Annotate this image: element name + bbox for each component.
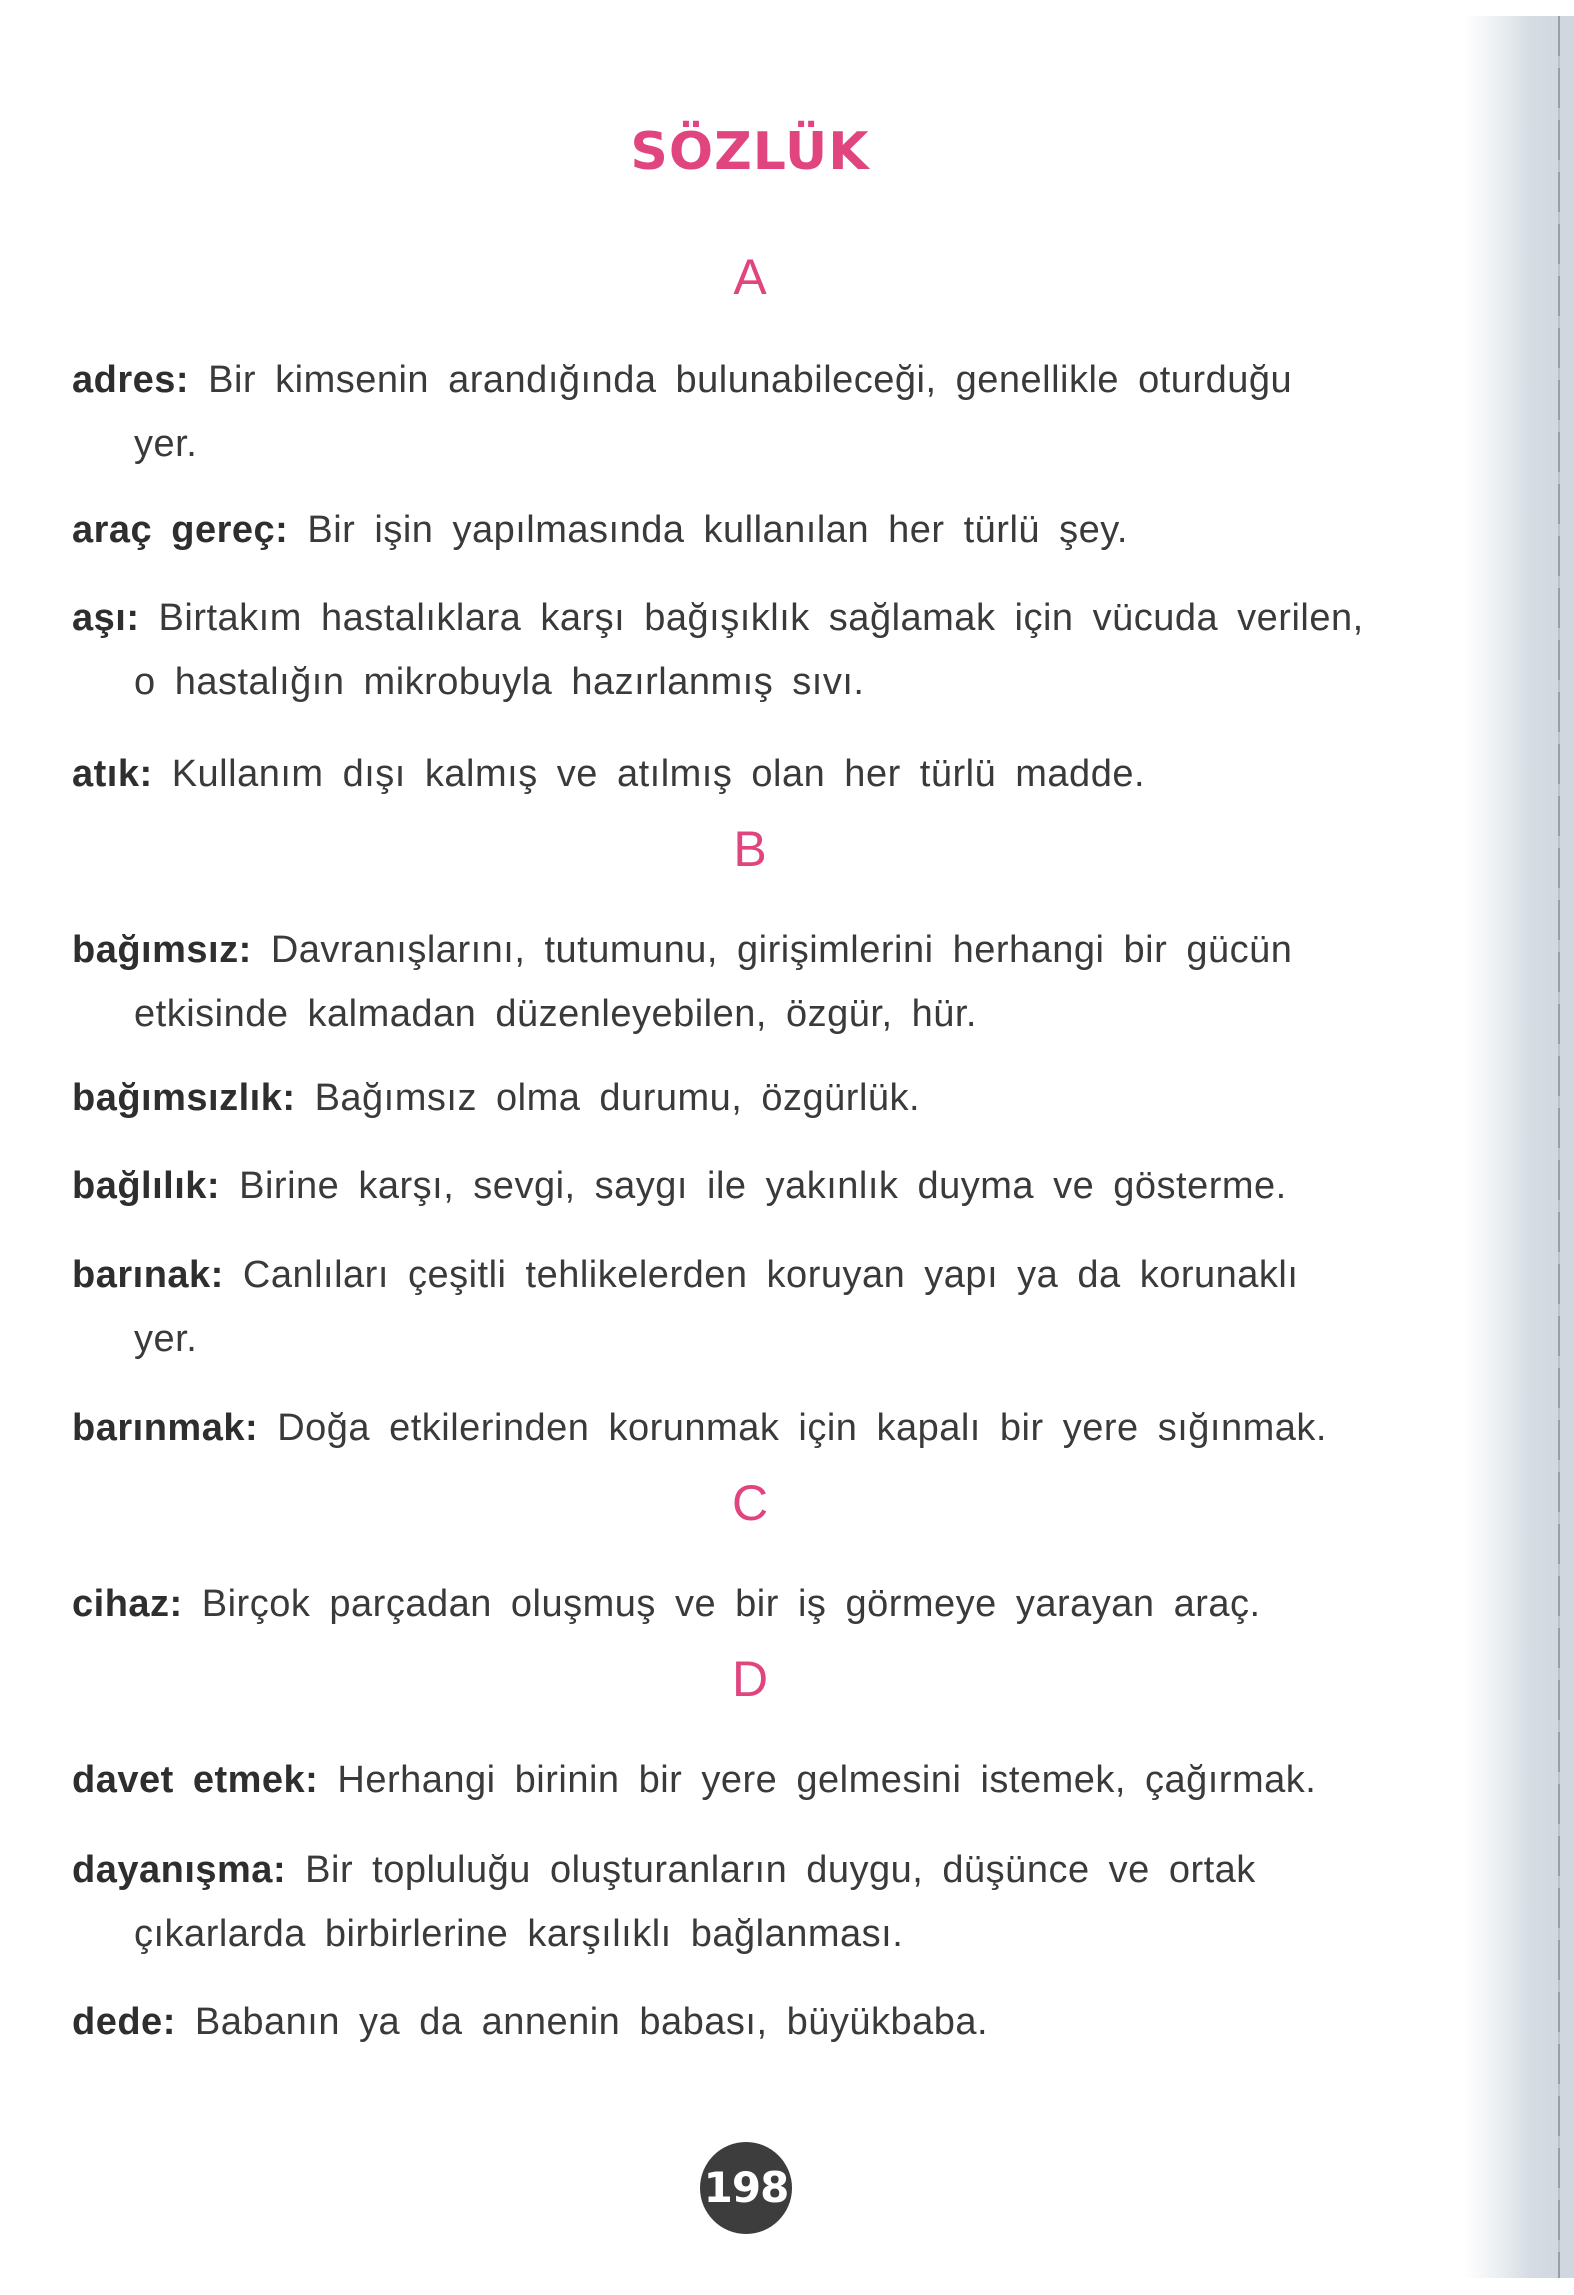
entry-term: barınak: (72, 1254, 224, 1296)
entry-definition-continued: etkisinde kalmadan düzenleyebilen, özgür, hür. (134, 993, 977, 1035)
dictionary-entry-asi (72, 586, 1412, 714)
entry-definition: Bir işin yapılmasında kullanılan her türlü şey. (307, 509, 1128, 551)
entry-definition: Bir kimsenin arandığında bulunabileceği, genellikle oturduğu (208, 359, 1293, 401)
entry-term: cihaz: (72, 1583, 183, 1625)
dictionary-entry-barinak (72, 1243, 1412, 1371)
entry-definition: Babanın ya da annenin babası, büyükbaba. (194, 2001, 989, 2043)
dictionary-entry-arac-gerec (72, 498, 1412, 562)
entry-definition: Davranışlarını, tutumunu, girişimlerini herhangi bir gücün (270, 929, 1293, 971)
entry-definition-continued: çıkarlarda birbirlerine karşılıklı bağlanması. (134, 1913, 904, 1955)
section-letter-c: C (731, 1475, 769, 1531)
dictionary-entry-bagimsizlik (72, 1066, 1412, 1130)
entry-term: adres: (72, 359, 190, 401)
entry-definition: Birçok parçadan oluşmuş ve bir iş görmeye yarayan araç. (201, 1583, 1261, 1625)
entry-definition-continued: o hastalığın mikrobuyla hazırlanmış sıvı. (134, 661, 865, 703)
dictionary-entry-bagimsiz (72, 918, 1412, 1046)
dictionary-entry-baglilik (72, 1154, 1412, 1218)
dictionary-entry-adres (72, 348, 1412, 476)
entry-term: araç gereç: (72, 509, 289, 551)
entry-definition: Doğa etkilerinden korunmak için kapalı bir yere sığınmak. (277, 1407, 1327, 1449)
entry-definition: Kullanım dışı kalmış ve atılmış olan her türlü madde. (171, 753, 1146, 795)
dictionary-entry-cihaz (72, 1572, 1412, 1636)
dictionary-entry-atik (72, 742, 1412, 806)
entry-term: bağımsızlık: (72, 1077, 296, 1119)
entry-definition-continued: yer. (134, 423, 198, 465)
entry-definition-continued: yer. (134, 1318, 198, 1360)
entry-term: barınmak: (72, 1407, 259, 1449)
dictionary-entry-dayanisma (72, 1838, 1412, 1966)
entry-definition: Herhangi birinin bir yere gelmesini istemek, çağırmak. (337, 1759, 1317, 1801)
entry-term: bağımsız: (72, 929, 252, 971)
entry-term: dayanışma: (72, 1849, 287, 1891)
entry-term: aşı: (72, 597, 140, 639)
section-letter-b: B (733, 821, 767, 877)
dictionary-entry-davet-etmek (72, 1748, 1412, 1812)
dictionary-entry-dede (72, 1990, 1412, 2054)
entry-definition: Bağımsız olma durumu, özgürlük. (314, 1077, 921, 1119)
entry-term: davet etmek: (72, 1759, 319, 1801)
section-letter-d: D (731, 1651, 769, 1707)
binding-edge-line (1558, 16, 1560, 2278)
section-letter-a: A (733, 249, 767, 305)
page-number-badge: 198 (700, 2142, 792, 2234)
dictionary-entry-barinmak (72, 1396, 1412, 1460)
entry-definition: Birtakım hastalıklara karşı bağışıklık sağlamak için vücuda verilen, (158, 597, 1364, 639)
entry-definition: Birine karşı, sevgi, saygı ile yakınlık duyma ve gösterme. (239, 1165, 1287, 1207)
entry-term: bağlılık: (72, 1165, 221, 1207)
entry-definition: Canlıları çeşitli tehlikelerden koruyan yapı ya da korunaklı (242, 1254, 1299, 1296)
page-title: SÖZLÜK (630, 122, 870, 182)
entry-term: atık: (72, 753, 153, 795)
entry-definition: Bir topluluğu oluşturanların duygu, düşünce ve ortak (305, 1849, 1256, 1891)
entry-term: dede: (72, 2001, 176, 2043)
